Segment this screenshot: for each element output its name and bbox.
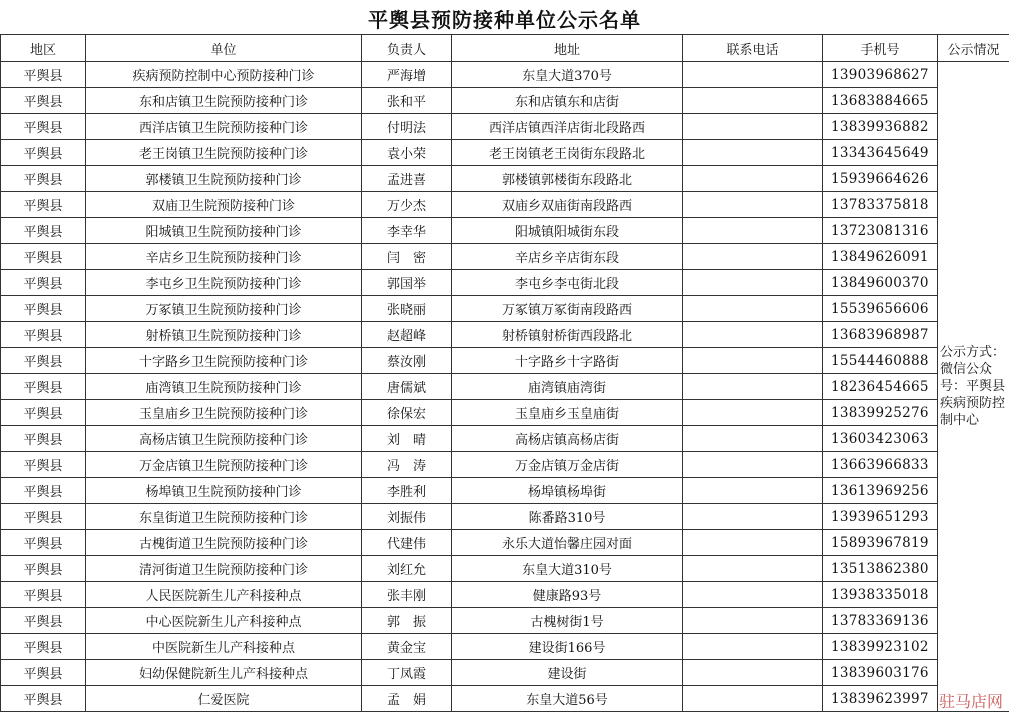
cell-unit: 辛店乡卫生院预防接种门诊 <box>86 244 362 270</box>
cell-phone <box>683 88 823 114</box>
cell-region: 平舆县 <box>1 270 86 296</box>
cell-region: 平舆县 <box>1 374 86 400</box>
cell-address: 东和店镇东和店街 <box>452 88 683 114</box>
cell-person: 孟 娟 <box>362 686 452 712</box>
notice-cell: 公示方式：微信公众号：平舆县疾病预防控制中心 <box>938 62 1009 712</box>
cell-region: 平舆县 <box>1 192 86 218</box>
table-row <box>1 114 1009 140</box>
cell-mobile: 13783375818 <box>823 192 938 218</box>
cell-unit: 玉皇庙乡卫生院预防接种门诊 <box>86 400 362 426</box>
table-row <box>1 400 1009 426</box>
cell-mobile: 13513862380 <box>823 556 938 582</box>
cell-region: 平舆县 <box>1 348 86 374</box>
cell-unit: 妇幼保健院新生儿产科接种点 <box>86 660 362 686</box>
cell-mobile: 13343645649 <box>823 140 938 166</box>
cell-unit: 东皇街道卫生院预防接种门诊 <box>86 504 362 530</box>
cell-person: 万少杰 <box>362 192 452 218</box>
cell-phone <box>683 270 823 296</box>
cell-person: 刘红允 <box>362 556 452 582</box>
table-row <box>1 62 1009 88</box>
cell-unit: 十字路乡卫生院预防接种门诊 <box>86 348 362 374</box>
cell-address: 东皇大道310号 <box>452 556 683 582</box>
cell-region: 平舆县 <box>1 478 86 504</box>
cell-person: 刘 晴 <box>362 426 452 452</box>
cell-phone <box>683 504 823 530</box>
watermark-logo: 驻马店网 <box>938 692 1003 711</box>
cell-region: 平舆县 <box>1 582 86 608</box>
cell-mobile: 13839923102 <box>823 634 938 660</box>
cell-region: 平舆县 <box>1 504 86 530</box>
cell-phone <box>683 322 823 348</box>
cell-unit: 人民医院新生儿产科接种点 <box>86 582 362 608</box>
cell-unit: 高杨店镇卫生院预防接种门诊 <box>86 426 362 452</box>
cell-mobile: 13939651293 <box>823 504 938 530</box>
table-row <box>1 348 1009 374</box>
cell-mobile: 13603423063 <box>823 426 938 452</box>
table-row <box>1 452 1009 478</box>
cell-region: 平舆县 <box>1 322 86 348</box>
cell-address: 辛店乡辛店街东段 <box>452 244 683 270</box>
cell-phone <box>683 192 823 218</box>
cell-address: 李屯乡李屯街北段 <box>452 270 683 296</box>
cell-phone <box>683 400 823 426</box>
cell-phone <box>683 556 823 582</box>
cell-mobile: 15893967819 <box>823 530 938 556</box>
cell-mobile: 13938335018 <box>823 582 938 608</box>
table-header-row <box>1 35 1009 62</box>
table-row <box>1 192 1009 218</box>
cell-region: 平舆县 <box>1 62 86 88</box>
table-row <box>1 322 1009 348</box>
cell-address: 阳城镇阳城街东段 <box>452 218 683 244</box>
cell-address: 万金店镇万金店街 <box>452 452 683 478</box>
table-row <box>1 660 1009 686</box>
cell-person: 唐儒斌 <box>362 374 452 400</box>
header-mobile: 手机号 <box>823 35 938 62</box>
cell-mobile: 13683968987 <box>823 322 938 348</box>
cell-phone <box>683 660 823 686</box>
cell-mobile: 15539656606 <box>823 296 938 322</box>
cell-unit: 东和店镇卫生院预防接种门诊 <box>86 88 362 114</box>
header-address: 地址 <box>452 35 683 62</box>
cell-person: 袁小荣 <box>362 140 452 166</box>
cell-unit: 庙湾镇卫生院预防接种门诊 <box>86 374 362 400</box>
cell-mobile: 13683884665 <box>823 88 938 114</box>
cell-mobile: 13849626091 <box>823 244 938 270</box>
table-row <box>1 166 1009 192</box>
vaccination-units-table <box>0 34 1009 712</box>
cell-person: 严海增 <box>362 62 452 88</box>
cell-person: 黄金宝 <box>362 634 452 660</box>
table-row <box>1 530 1009 556</box>
cell-person: 闫 密 <box>362 244 452 270</box>
table-row <box>1 556 1009 582</box>
cell-phone <box>683 140 823 166</box>
cell-address: 万冢镇万冢街南段路西 <box>452 296 683 322</box>
cell-unit: 双庙卫生院预防接种门诊 <box>86 192 362 218</box>
table-row <box>1 426 1009 452</box>
cell-address: 西洋店镇西洋店街北段路西 <box>452 114 683 140</box>
cell-address: 古槐树街1号 <box>452 608 683 634</box>
cell-unit: 杨埠镇卫生院预防接种门诊 <box>86 478 362 504</box>
cell-address: 东皇大道56号 <box>452 686 683 712</box>
table-row <box>1 270 1009 296</box>
cell-mobile: 13663966833 <box>823 452 938 478</box>
cell-phone <box>683 62 823 88</box>
cell-region: 平舆县 <box>1 556 86 582</box>
cell-person: 蔡汝刚 <box>362 348 452 374</box>
table-row <box>1 296 1009 322</box>
cell-person: 徐保宏 <box>362 400 452 426</box>
cell-address: 高杨店镇高杨店街 <box>452 426 683 452</box>
cell-phone <box>683 530 823 556</box>
cell-region: 平舆县 <box>1 244 86 270</box>
table-row <box>1 608 1009 634</box>
table-row <box>1 478 1009 504</box>
cell-unit: 李屯乡卫生院预防接种门诊 <box>86 270 362 296</box>
cell-phone <box>683 452 823 478</box>
cell-mobile: 13723081316 <box>823 218 938 244</box>
cell-unit: 清河街道卫生院预防接种门诊 <box>86 556 362 582</box>
page-title: 平舆县预防接种单位公示名单 <box>368 8 641 32</box>
cell-region: 平舆县 <box>1 634 86 660</box>
cell-region: 平舆县 <box>1 660 86 686</box>
cell-phone <box>683 374 823 400</box>
cell-region: 平舆县 <box>1 400 86 426</box>
cell-unit: 西洋店镇卫生院预防接种门诊 <box>86 114 362 140</box>
cell-address: 东皇大道370号 <box>452 62 683 88</box>
cell-phone <box>683 686 823 712</box>
table-row <box>1 140 1009 166</box>
cell-address: 杨埠镇杨埠街 <box>452 478 683 504</box>
cell-person: 赵超峰 <box>362 322 452 348</box>
cell-phone <box>683 634 823 660</box>
cell-phone <box>683 348 823 374</box>
table-row <box>1 218 1009 244</box>
cell-address: 庙湾镇庙湾街 <box>452 374 683 400</box>
cell-person: 丁凤霞 <box>362 660 452 686</box>
cell-person: 张晓丽 <box>362 296 452 322</box>
cell-person: 张和平 <box>362 88 452 114</box>
cell-unit: 仁爱医院 <box>86 686 362 712</box>
cell-region: 平舆县 <box>1 114 86 140</box>
cell-phone <box>683 296 823 322</box>
cell-unit: 万金店镇卫生院预防接种门诊 <box>86 452 362 478</box>
cell-mobile: 13903968627 <box>823 62 938 88</box>
cell-phone <box>683 114 823 140</box>
cell-unit: 中医院新生儿产科接种点 <box>86 634 362 660</box>
header-person: 负责人 <box>362 35 452 62</box>
cell-address: 十字路乡十字路街 <box>452 348 683 374</box>
table-row <box>1 504 1009 530</box>
table-row <box>1 634 1009 660</box>
cell-person: 付明法 <box>362 114 452 140</box>
cell-mobile: 13839925276 <box>823 400 938 426</box>
cell-region: 平舆县 <box>1 166 86 192</box>
cell-phone <box>683 218 823 244</box>
cell-region: 平舆县 <box>1 530 86 556</box>
cell-phone <box>683 478 823 504</box>
cell-mobile: 18236454665 <box>823 374 938 400</box>
cell-address: 陈番路310号 <box>452 504 683 530</box>
table-body <box>1 62 1009 712</box>
cell-unit: 老王岗镇卫生院预防接种门诊 <box>86 140 362 166</box>
cell-phone <box>683 582 823 608</box>
header-notice: 公示情况 <box>938 35 1009 62</box>
cell-unit: 古槐街道卫生院预防接种门诊 <box>86 530 362 556</box>
cell-address: 玉皇庙乡玉皇庙街 <box>452 400 683 426</box>
cell-address: 建设街166号 <box>452 634 683 660</box>
cell-phone <box>683 608 823 634</box>
cell-person: 郭 振 <box>362 608 452 634</box>
cell-region: 平舆县 <box>1 608 86 634</box>
cell-address: 老王岗镇老王岗街东段路北 <box>452 140 683 166</box>
cell-region: 平舆县 <box>1 140 86 166</box>
cell-unit: 射桥镇卫生院预防接种门诊 <box>86 322 362 348</box>
cell-mobile: 13839603176 <box>823 660 938 686</box>
cell-unit: 郭楼镇卫生院预防接种门诊 <box>86 166 362 192</box>
cell-region: 平舆县 <box>1 452 86 478</box>
cell-phone <box>683 244 823 270</box>
header-region: 地区 <box>1 35 86 62</box>
cell-phone <box>683 166 823 192</box>
cell-mobile: 15544460888 <box>823 348 938 374</box>
cell-mobile: 13839936882 <box>823 114 938 140</box>
cell-address: 建设街 <box>452 660 683 686</box>
cell-mobile: 13839623997 <box>823 686 938 712</box>
cell-mobile: 13849600370 <box>823 270 938 296</box>
cell-phone <box>683 426 823 452</box>
table-row <box>1 686 1009 712</box>
cell-unit: 万冢镇卫生院预防接种门诊 <box>86 296 362 322</box>
cell-mobile: 13783369136 <box>823 608 938 634</box>
cell-address: 永乐大道怡馨庄园对面 <box>452 530 683 556</box>
cell-unit: 疾病预防控制中心预防接种门诊 <box>86 62 362 88</box>
cell-address: 射桥镇射桥街西段路北 <box>452 322 683 348</box>
cell-mobile: 15939664626 <box>823 166 938 192</box>
table-row <box>1 88 1009 114</box>
cell-person: 冯 涛 <box>362 452 452 478</box>
cell-region: 平舆县 <box>1 218 86 244</box>
header-unit: 单位 <box>86 35 362 62</box>
cell-address: 双庙乡双庙街南段路西 <box>452 192 683 218</box>
cell-person: 张丰刚 <box>362 582 452 608</box>
cell-region: 平舆县 <box>1 88 86 114</box>
cell-person: 李幸华 <box>362 218 452 244</box>
cell-region: 平舆县 <box>1 686 86 712</box>
cell-mobile: 13613969256 <box>823 478 938 504</box>
cell-address: 健康路93号 <box>452 582 683 608</box>
cell-person: 李胜利 <box>362 478 452 504</box>
cell-unit: 中心医院新生儿产科接种点 <box>86 608 362 634</box>
cell-person: 孟进喜 <box>362 166 452 192</box>
cell-address: 郭楼镇郭楼街东段路北 <box>452 166 683 192</box>
cell-unit: 阳城镇卫生院预防接种门诊 <box>86 218 362 244</box>
table-row <box>1 374 1009 400</box>
cell-person: 代建伟 <box>362 530 452 556</box>
cell-region: 平舆县 <box>1 296 86 322</box>
table-row <box>1 244 1009 270</box>
table-row <box>1 582 1009 608</box>
cell-region: 平舆县 <box>1 426 86 452</box>
cell-person: 刘振伟 <box>362 504 452 530</box>
header-phone: 联系电话 <box>683 35 823 62</box>
cell-person: 郭国举 <box>362 270 452 296</box>
